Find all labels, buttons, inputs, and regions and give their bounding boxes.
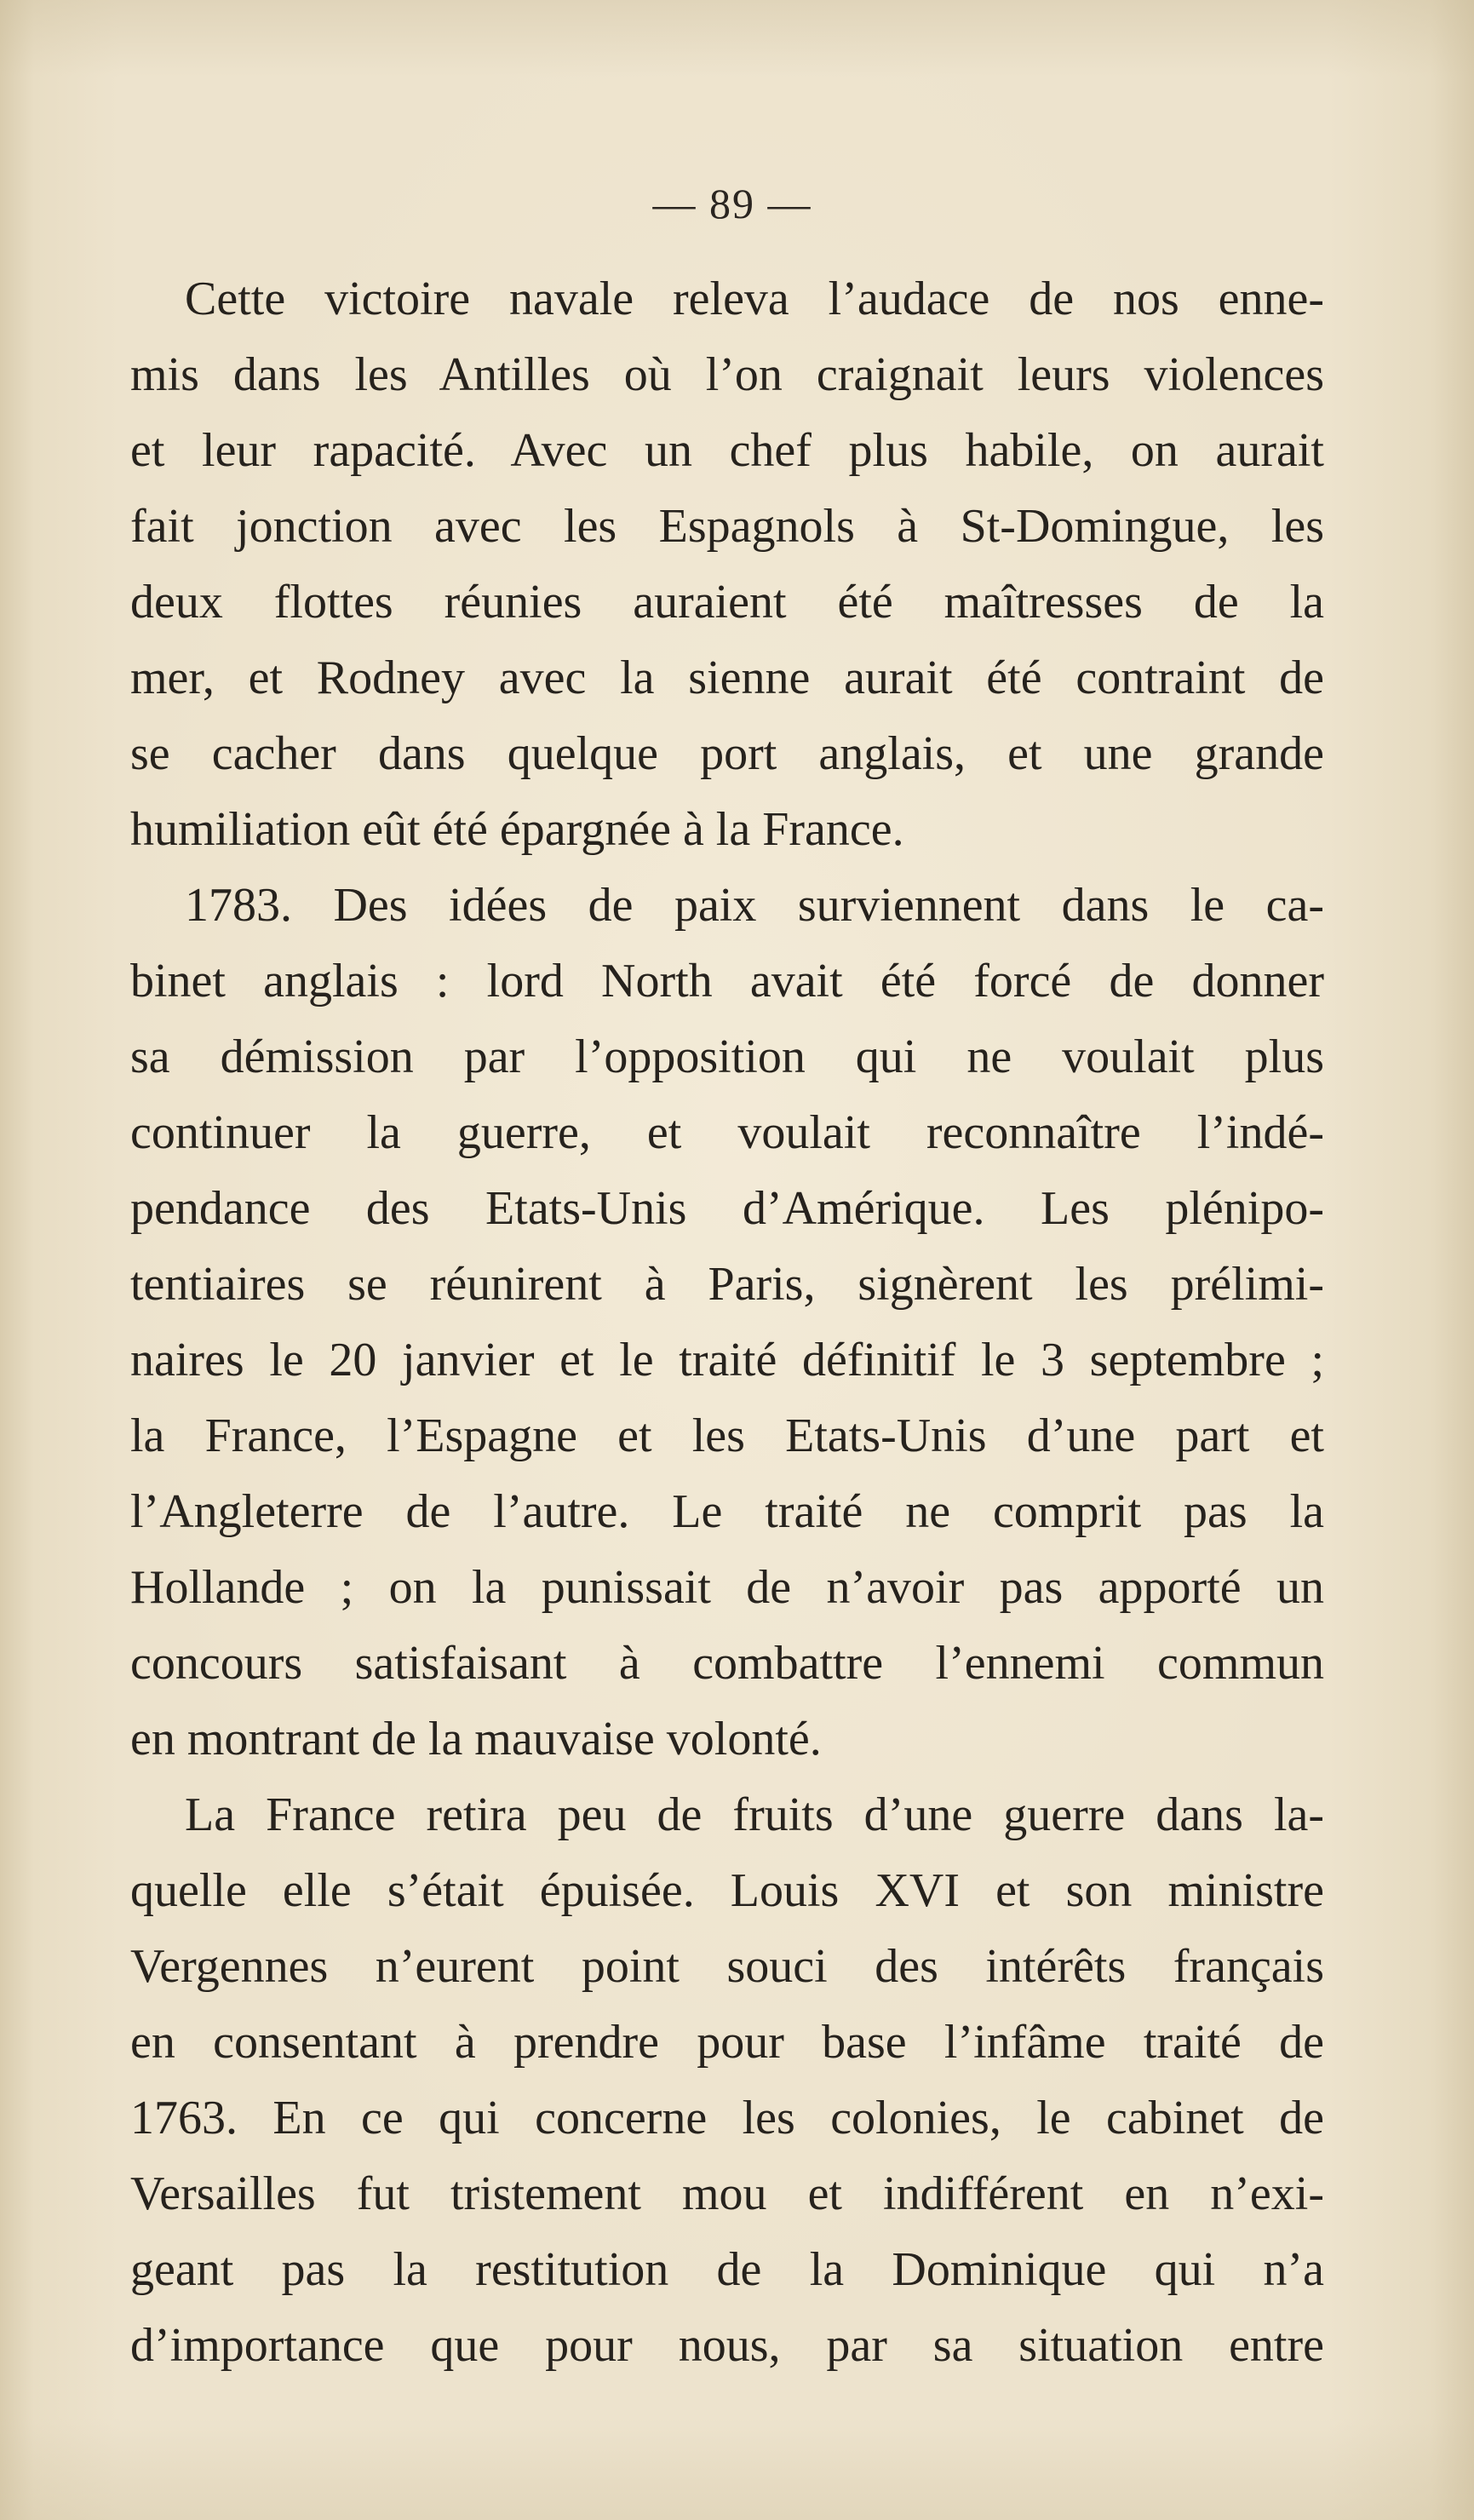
text-line: continuer la guerre, et voulait reconnaître l’indé- <box>130 1106 1324 1159</box>
text-line: quelle elle s’était épuisée. Louis XVI et son ministre <box>130 1864 1324 1917</box>
text-line: mer, et Rodney avec la sienne aurait été contraint de <box>130 652 1324 704</box>
page-edge-shading <box>0 2418 1474 2520</box>
text-line: Versailles fut tristement mou et indifférent en n’exi- <box>130 2167 1324 2220</box>
text-line: mis dans les Antilles où l’on craignait leurs violences <box>130 348 1324 401</box>
text-line: tentiaires se réunirent à Paris, signèrent les prélimi- <box>130 1258 1324 1311</box>
text-line: 1783. Des idées de paix surviennent dans le ca- <box>185 879 1324 932</box>
text-line: La France retira peu de fruits d’une guerre dans la- <box>185 1788 1324 1841</box>
text-line: 1763. En ce qui concerne les colonies, le cabinet de <box>130 2092 1324 2144</box>
text-line: et leur rapacité. Avec un chef plus habile, on aurait <box>130 424 1324 477</box>
text-line: pendance des Etats-Unis d’Amérique. Les plénipo- <box>130 1182 1324 1235</box>
text-line: naires le 20 janvier et le traité définitif le 3 septembre ; <box>130 1334 1324 1386</box>
text-line: l’Angleterre de l’autre. Le traité ne comprit pas la <box>130 1485 1324 1538</box>
text-line: Cette victoire navale releva l’audace de nos enne- <box>185 273 1324 325</box>
text-line: d’importance que pour nous, par sa situation entre <box>130 2319 1324 2372</box>
text-line: se cacher dans quelque port anglais, et une grande <box>130 727 1324 780</box>
text-line: geant pas la restitution de la Dominique qui n’a <box>130 2243 1324 2296</box>
page-edge-shading <box>0 0 1474 77</box>
text-line: concours satisfaisant à combattre l’ennemi commun <box>130 1637 1324 1690</box>
text-line: deux flottes réunies auraient été maîtresses de la <box>130 576 1324 629</box>
body-text <box>130 261 1324 2384</box>
text-line: fait jonction avec les Espagnols à St-Domingue, les <box>130 500 1324 553</box>
text-line: humiliation eût été épargnée à la France. <box>130 803 904 856</box>
text-line: Vergennes n’eurent point souci des intérêts français <box>130 1940 1324 1993</box>
text-line: binet anglais : lord North avait été forcé de donner <box>130 955 1324 1007</box>
text-line: sa démission par l’opposition qui ne voulait plus <box>130 1030 1324 1083</box>
text-line: Hollande ; on la punissait de n’avoir pas apporté un <box>130 1561 1324 1614</box>
page-number: — 89 — <box>652 180 812 227</box>
text-line: en montrant de la mauvaise volonté. <box>130 1713 822 1765</box>
text-line: la France, l’Espagne et les Etats-Unis d’une part et <box>130 1409 1324 1462</box>
text-line: en consentant à prendre pour base l’infâme traité de <box>130 2016 1324 2069</box>
